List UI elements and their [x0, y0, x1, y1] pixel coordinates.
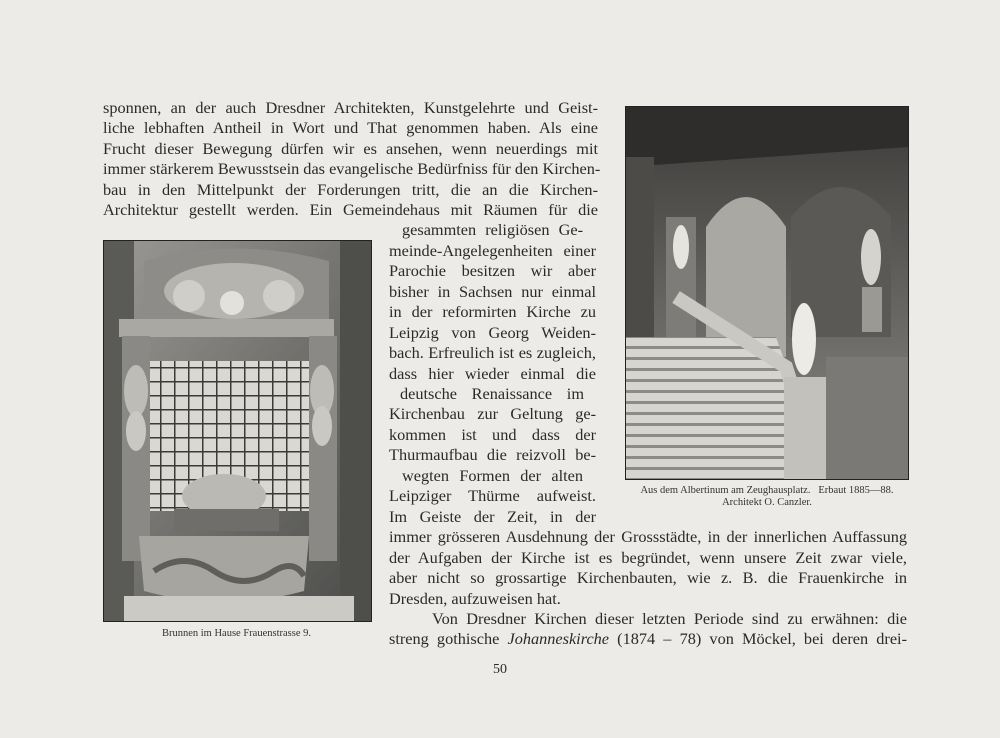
text-line-7: gesammten religiösen Ge-	[402, 220, 583, 239]
staircase-illustration	[626, 107, 908, 479]
text-line-22: immer grösseren Ausdehnung der Grossstädte, in der innerlichen Auffassung	[389, 527, 907, 546]
text-line-24: aber nicht so grossartige Kirchenbauten, wie z. B. die Frauenkirche in	[389, 568, 907, 587]
text-line-25: Dresden, aufzuweisen hat.	[389, 589, 561, 608]
johanneskirche-title: Johanneskirche	[507, 629, 610, 648]
text-line-11: in der reformirten Kirche zu	[389, 302, 596, 321]
staircase-photo	[625, 106, 909, 480]
text-line-14: dass hier wieder einmal die	[389, 364, 596, 383]
text-fragment: streng gothische	[389, 629, 508, 648]
fountain-caption: Brunnen im Hause Frauenstrasse 9.	[161, 628, 311, 639]
page-number: 50	[493, 662, 507, 677]
text-line-13: bach. Erfreulich ist es zugleich,	[389, 343, 596, 362]
text-line-4: immer stärkerem Bewusstsein das evangelische Bedürfniss für den Kirchen-	[103, 159, 601, 178]
staircase-caption-line-1: Aus dem Albertinum am Zeughausplatz. Erbaut 1885—88.	[640, 485, 894, 496]
text-line-17: kommen ist und dass der	[389, 425, 596, 444]
text-line-20: Leipziger Thürme aufweist.	[389, 486, 596, 505]
text-line-1: sponnen, an der auch Dresdner Architekten, Kunstgelehrte und Geist-	[103, 98, 598, 117]
text-line-2: liche lebhaften Antheil in Wort und That genommen haben. Als eine	[103, 118, 598, 137]
text-fragment: (1874 – 78) von Möckel, bei deren drei-	[609, 629, 907, 648]
text-line-18: Thurmaufbau die reizvoll be-	[389, 445, 596, 464]
text-line-16: Kirchenbau zur Geltung ge-	[389, 404, 596, 423]
text-line-27	[389, 629, 907, 649]
text-line-10: bisher in Sachsen nur einmal	[389, 282, 596, 301]
text-line-23: der Aufgaben der Kirche ist es begründet, wenn unsere Zeit zwar viele,	[389, 548, 907, 567]
text-line-5: bau in den Mittelpunkt der Forderungen tritt, die an die Kirchen-	[103, 180, 598, 199]
text-line-19: wegten Formen der alten	[402, 466, 583, 485]
text-line-26: Von Dresdner Kirchen dieser letzten Periode sind zu erwähnen: die	[432, 609, 907, 628]
staircase-caption-line-2: Architekt O. Canzler.	[722, 497, 812, 508]
fountain-photo	[103, 240, 372, 622]
fountain-illustration	[104, 241, 371, 621]
text-line-21: Im Geiste der Zeit, in der	[389, 507, 596, 526]
text-line-15: deutsche Renaissance im	[400, 384, 584, 403]
text-line-3: Frucht dieser Bewegung dürfen wir es ansehen, wenn neuerdings mit	[103, 139, 598, 158]
text-line-6: Architektur gestellt werden. Ein Gemeindehaus mit Räumen für die	[103, 200, 598, 219]
text-line-12: Leipzig von Georg Weiden-	[389, 323, 596, 342]
text-line-8: meinde-Angelegenheiten einer	[389, 241, 596, 260]
text-line-9: Parochie besitzen wir aber	[389, 261, 596, 280]
